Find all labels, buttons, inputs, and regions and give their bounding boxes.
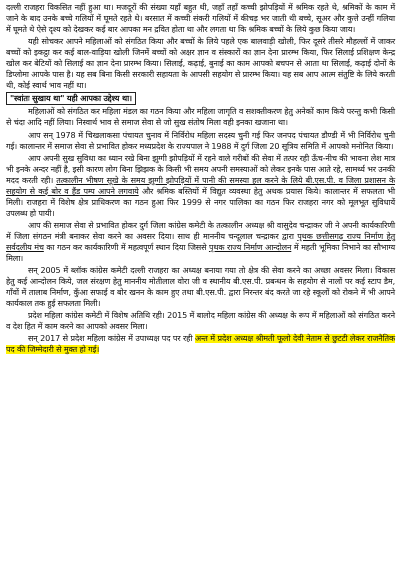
- underlined-text: पृथक राज्य निर्माण आन्दोलन: [208, 242, 292, 252]
- paragraph-text: और श्रमिक बस्तियों में विद्युत व्यवस्था हेतु अथक प्रयास किये। कालान्तर में सफलता भी मिली। राजहरा में विशेष क्षेत्र प्राधिकरण का गठन हुआ फिर 1999 से नगर पालिका का गठन फिर राजहरा नगर को मूलभूत सुविधायें उपलब्ध हो पायी।: [6, 186, 395, 218]
- paragraph-text: आप सन् 1978 में चिखलाकसा पंचायत चुनाव में निर्विरोध महिला सदस्य चुनी गई फिर जनपद पंचायत डौण्डी में भी निर्विरोध चुनी गई। कालान्तर में समाज सेवा से प्रभावित होकर मध्यप्रदेश के राज्यपाल ने 1988 में दुर्ग जिला 20 सूत्रिय समिति में आपको मनोनित किया।: [6, 130, 395, 151]
- paragraph-2: [6, 36, 395, 91]
- paragraph-10: [6, 333, 395, 355]
- paragraph-text: सन् 2005 में ब्लॉक कांग्रेस कमेटी दल्ली राजहरा का अध्यक्ष बनाया गया तो क्षेत्र की सेवा करने का अच्छा अवसर मिला। विकास हेतु कई आन्दोलन किये, जल संरक्षण हेतु माननीय मोतीलाल वोरा जी व स्थानीय बी.एस.पी. प्रबन्धन के सहयोग से नालों पर कई स्टाप डैम, गाँवों में तालाब निर्माण, कुँआ सफाई व बोर खनन के काम हुए तथा बी.एस.पी. द्वारा निरन्तर बंद करते जा रहे स्कूलों को रोकने में भी आपने कार्यकाल तक हुई सफलता मिली।: [6, 266, 395, 309]
- paragraph-4: [6, 106, 395, 128]
- paragraph-9: [6, 310, 395, 332]
- paragraph-text: दल्ली राजहरा विकसित नहीं हुआ था। मजदूरों की संख्या यहाँ बहुत थी, जहाँ तहाँ कच्ची झोपड़ियों में श्रमिक रहते थे, श्रमिकों के काम में जाने के बाद उनके बच्चे गलियों में घूमते रहते थे। बरसात में कच्ची संकरी गलियों में कीचड़ भर जाती थी बच्चे, सूअर और कुत्ते उन्हीं गलिया में घूमते थे ऐसे दृश्य को देखकर कई बार आपका मन द्रवित होता था और लगता था कि श्रमिक बच्चों के लिये कुछ किया जाय।: [6, 3, 395, 35]
- paragraph-1: [6, 2, 395, 35]
- paragraph-text: प्रदेश महिला कांग्रेस कमेटी में विशेष अतिथि रही। 2015 में बालोद महिला कांग्रेस की अध्यक्ष के रूप में महिलाओं को संगठित करने व देश हित में काम करने का आपको अवसर मिला।: [6, 311, 395, 332]
- paragraph-5: [6, 130, 395, 152]
- motto-boxed-text: "स्वांतः सुखाय था" यही आपका उद्देश्य था।: [6, 92, 136, 105]
- paragraph-text: का गठन कर कार्यकारिणी में महत्वपूर्ण स्थान दिया जिससे: [43, 242, 209, 252]
- paragraph-text: यही सोचकर आपने महिलाओं को संगठित किया और बच्चों के लिये पहले एक बालवाड़ी खोली, फिर दूसरे तीसरे मौहल्लों में जाकर बच्चों को इकट्ठा कर कई बाल-वाड़िया खोली जिनमें बच्चों को अक्षर ज्ञान व संस्कारों का ज्ञान देना प्रारम्भ किया, फिर सिलाई प्रशिक्षण केन्द्र खोल कर बेटियों को सिलाई का ज्ञान देना प्रारम्भ किया। सिलाई, कढ़ाई, बुनाई का काम आपको बचपन से आता था सिलाई, कढ़ाई दोनों के डिप्लोमा आपके पास है। यह सब बिना किसी सरकारी सहायता के आपसी सहयोग से प्रारम्भ किया। यह सब आप आत्म संतुष्टि के लिये करती थी, कोई स्वार्थ भाव नहीं था।: [6, 37, 395, 91]
- paragraph-text: आप की समाज सेवा से प्रभावित होकर दुर्ग जिला कांग्रेस कमेटी के तत्कालीन अध्यक्ष श्री वासुदेव चन्द्राकर जी ने अपनी कार्यकारिणी में जिला संगठन मंत्री बनाकर सेवा करने का अवसर दिया। साथ ही माननीय चन्दूलाल चन्द्राकर द्वारा: [6, 220, 395, 241]
- underlined-text: तत्कालीन भीषण सूखे के समय झुग्गी झोपड़ियों में पानी की समस्या हल करने के लिये बी.एस.पी. व जिला प्रशासन के सहयोग से कई बोर व हैंड पम्प आपने लगवाये: [6, 175, 395, 196]
- underlined-text: पृथक छत्तीसगढ़ राज्य निर्माण हेतु सर्वदलीय मंच: [6, 231, 396, 252]
- paragraph-text: आप अपनी सुख सुविधा का ध्यान रखे बिना झुग्गी झोपड़ियों में रहने वाले गरीबों की सेवा में तत्पर रही ऊँच-नीच की भावना लेश मात्र भी इनके अन्दर नहीं है, इसी कारण लोग बिना झिझक के किसी भी समय अपनी समस्याओं को लेकर इनके पास आते रहे, सामर्थ्य भर उनकी मदद करती रही।: [6, 153, 395, 185]
- paragraph-text: में महती भूमिका निभाने का सौभाग्य मिला।: [6, 242, 395, 264]
- paragraph-7: [6, 220, 395, 264]
- highlighted-text: अन्त में प्रदेश अध्यक्ष श्रीमती फूलो देवी नेताम से छुटटी लेकर राजनैतिक पद की जिम्मेदारी से मुक्त हो गई।: [6, 334, 396, 355]
- paragraph-text: महिलाओं को संगठित कर महिला मंडल का गठन किया और महिला जागृति व सशक्तीकरण हेतु अनेकों काम किये परन्तु कभी किसी से चंदा आदि नहीं लिया। निस्वार्थ भाव से समाज सेवा से जो सुख संतोष मिला वही इनका खजाना था।: [6, 107, 395, 128]
- paragraph-8: [6, 265, 395, 309]
- paragraph-3-motto: [6, 92, 395, 105]
- paragraph-6: [6, 153, 395, 219]
- paragraph-text: सन् 2017 से प्रदेश महिला कांग्रेस में उपाध्यक्ष पद पर रही: [28, 334, 195, 344]
